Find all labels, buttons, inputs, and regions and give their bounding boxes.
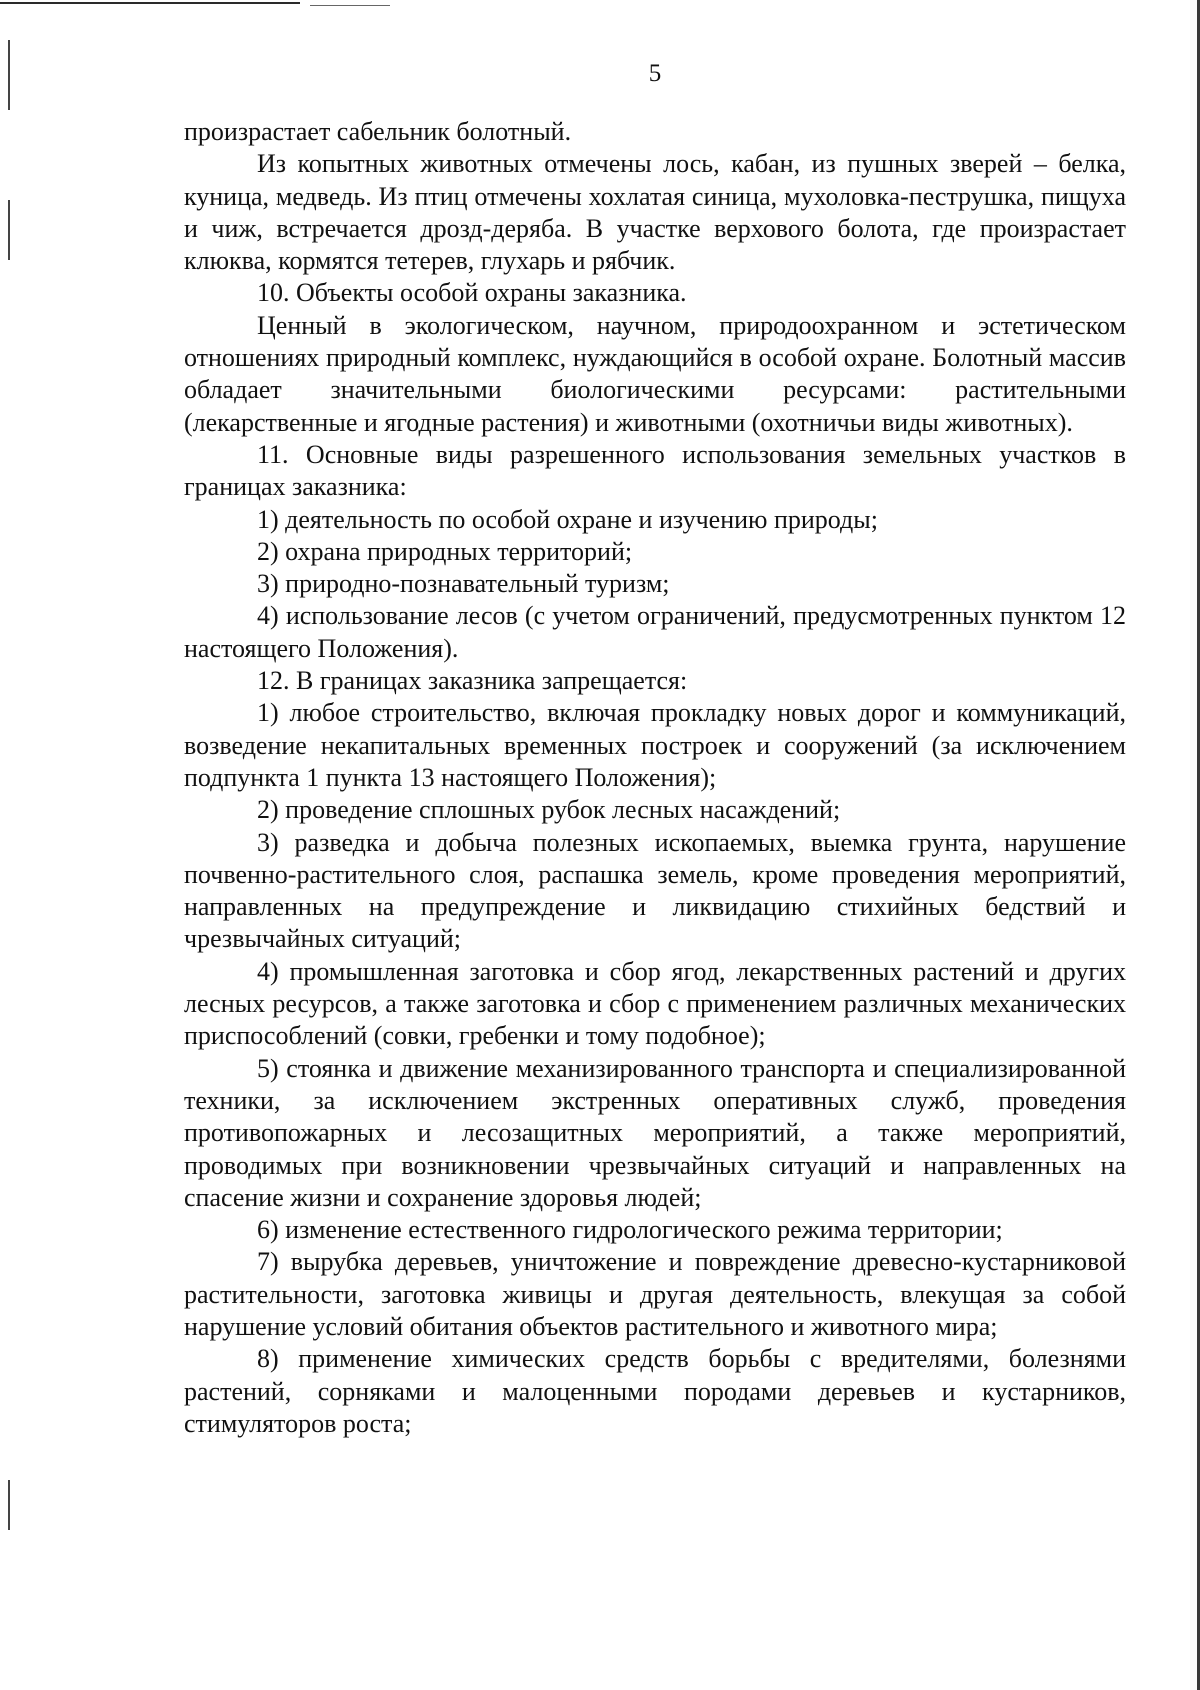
document-body: [184, 116, 1126, 1440]
paragraph: Из копытных животных отмечены лось, кабан, из пушных зверей – белка, куница, медведь. Из птиц отмечены хохлатая синица, мухоловка-пеструшка, пищуха и чиж, встречается дрозд-деряба. В участке верхового болота, где произрастает клюква, кормятся тетерев, глухарь и рябчик.: [184, 149, 1126, 276]
list-item: 3) природно-познавательный туризм;: [257, 569, 670, 599]
list-item: 4) промышленная заготовка и сбор ягод, лекарственных растений и других лесных ресурсов, а также заготовка и сбор с применением различных механических приспособлений (совки, гребенки и тому подобное);: [184, 956, 1126, 1051]
list-item: 5) стоянка и движение механизированного транспорта и специализированной техники, за исключением экстренных оперативных служб, проведения противопожарных и лесозащитных мероприятий, а также мероприятий, проводимых при возникновении чрезвычайных ситуаций и направленных на спасение жизни и сохранение здоровья людей;: [184, 1053, 1126, 1212]
scan-edge-mark: [8, 200, 10, 260]
page-number: 5: [648, 60, 662, 87]
list-item: 6) изменение естественного гидрологического режима территории;: [257, 1215, 1003, 1245]
list-item: 7) вырубка деревьев, уничтожение и повреждение древесно-кустарниковой растительности, заготовка живицы и другая деятельность, влекущая за собой нарушение условий обитания объектов растительного и животного мира;: [184, 1247, 1126, 1341]
paragraph: произрастает сабельник болотный.: [184, 117, 572, 146]
paragraph: Ценный в экологическом, научном, природоохранном и эстетическом отношениях природный комплекс, нуждающийся в особой охране. Болотный массив обладает значительными биологическими ресурсами: растительными (лекарственные и ягодные растения) и животными (охотничьи виды животных).: [184, 310, 1126, 437]
list-item: 1) любое строительство, включая прокладку новых дорог и коммуникаций, возведение некапитальных временных построек и сооружений (за исключением подпункта 1 пункта 13 настоящего Положения);: [184, 698, 1126, 792]
section-heading: 12. В границах заказника запрещается:: [257, 666, 688, 696]
list-item: 1) деятельность по особой охране и изучению природы;: [257, 504, 878, 534]
list-item: 8) применение химических средств борьбы с вредителями, болезнями растений, сорняками и малоценными породами деревьев и кустарников, стимуляторов роста;: [184, 1344, 1126, 1438]
scan-artifact-line: [310, 5, 390, 6]
section-heading: 10. Объекты особой охраны заказника.: [257, 278, 687, 308]
list-item: 3) разведка и добыча полезных ископаемых, выемка грунта, нарушение почвенно-растительного слоя, распашка земель, кроме проведения мероприятий, направленных на предупреждение и ликвидацию стихийных бедствий и чрезвычайных ситуаций;: [184, 827, 1126, 954]
scan-edge-mark: [8, 1480, 10, 1530]
scan-artifact-line: [0, 2, 300, 4]
list-item: 4) использование лесов (с учетом ограничений, предусмотренных пунктом 12 настоящего Положения).: [184, 601, 1126, 663]
list-item: 2) охрана природных территорий;: [257, 536, 633, 566]
list-item: 2) проведение сплошных рубок лесных насаждений;: [257, 795, 841, 825]
section-heading: 11. Основные виды разрешенного использования земельных участков в границах заказника:: [184, 439, 1126, 502]
